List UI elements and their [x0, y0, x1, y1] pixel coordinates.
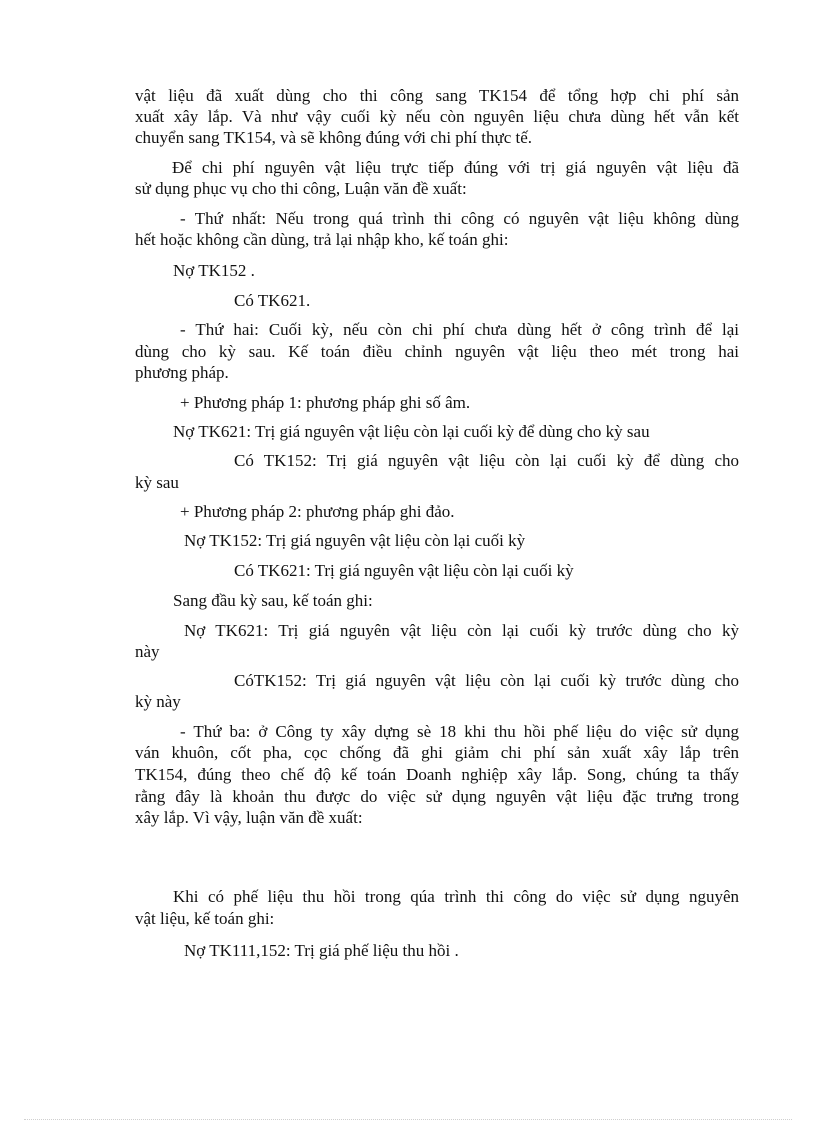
- text-line: - Thứ nhất: Nếu trong quá trình thi công có nguyên vật liệu không dùng: [180, 209, 739, 228]
- text-line: TK154, đúng theo chế độ kế toán Doanh nghiệp xây lắp. Song, chúng ta thấy: [135, 765, 739, 784]
- text-line: ván khuôn, cốt pha, cọc chống đã ghi giảm chi phí sản xuất xây lắp trên: [135, 743, 739, 762]
- text-line: Có TK621: Trị giá nguyên vật liệu còn lại cuối kỳ: [234, 561, 574, 580]
- text-line: Có TK621.: [234, 291, 311, 310]
- text-line: Nợ TK621: Trị giá nguyên vật liệu còn lại cuối kỳ trước dùng cho kỳ: [184, 621, 739, 640]
- text-line: Có TK152: Trị giá nguyên vật liệu còn lại cuối kỳ để dùng cho: [234, 451, 739, 470]
- text-line: Để chi phí nguyên vật liệu trực tiếp đúng với trị giá nguyên vật liệu đã: [172, 158, 739, 177]
- text-line: rằng đây là khoản thu được do việc sử dụng nguyên vật liệu đặc trưng trong: [135, 787, 739, 806]
- text-line: hết hoặc không cần dùng, trả lại nhập kho, kế toán ghi:: [135, 230, 509, 249]
- text-line: Nợ TK621: Trị giá nguyên vật liệu còn lại cuối kỳ để dùng cho kỳ sau: [173, 422, 650, 441]
- text-line: này: [135, 642, 160, 661]
- text-line: - Thứ hai: Cuối kỳ, nếu còn chi phí chưa dùng hết ở công trình để lại: [180, 320, 739, 339]
- text-line: vật liệu, kế toán ghi:: [135, 909, 275, 928]
- text-line: xuất xây lắp. Và như vậy cuối kỳ nếu còn nguyên liệu chưa dùng hết vẫn kết: [135, 107, 739, 126]
- text-line: kỳ sau: [135, 473, 179, 492]
- text-line: xây lắp. Vì vậy, luận văn đề xuất:: [135, 808, 363, 827]
- text-line: chuyển sang TK154, và sẽ không đúng với chi phí thực tế.: [135, 128, 533, 147]
- text-line: sử dụng phục vụ cho thi công, Luận văn đề xuất:: [135, 179, 467, 198]
- text-line: phương pháp.: [135, 363, 229, 382]
- text-line: CóTK152: Trị giá nguyên vật liệu còn lại cuối kỳ trước dùng cho: [234, 671, 739, 690]
- text-line: Sang đầu kỳ sau, kế toán ghi:: [173, 591, 373, 610]
- text-line: Khi có phế liệu thu hồi trong qúa trình thi công do việc sử dụng nguyên: [173, 887, 739, 906]
- text-line: dùng cho kỳ sau. Kế toán điều chỉnh nguyên vật liệu theo mét trong hai: [135, 342, 739, 361]
- text-line: - Thứ ba: ở Công ty xây dựng sè 18 khi thu hồi phế liệu do việc sử dụng: [180, 722, 739, 741]
- text-line: Nợ TK111,152: Trị giá phế liệu thu hồi .: [184, 941, 459, 960]
- text-line: vật liệu đã xuất dùng cho thi công sang TK154 để tổng hợp chi phí sản: [135, 86, 739, 105]
- text-line: + Phương pháp 2: phương pháp ghi đảo.: [180, 502, 455, 521]
- text-line: + Phương pháp 1: phương pháp ghi số âm.: [180, 393, 471, 412]
- page-bottom-rule: [24, 1119, 792, 1120]
- text-line: Nợ TK152: Trị giá nguyên vật liệu còn lại cuối kỳ: [184, 531, 526, 550]
- text-line: Nợ TK152 .: [173, 261, 255, 280]
- text-line: kỳ này: [135, 692, 181, 711]
